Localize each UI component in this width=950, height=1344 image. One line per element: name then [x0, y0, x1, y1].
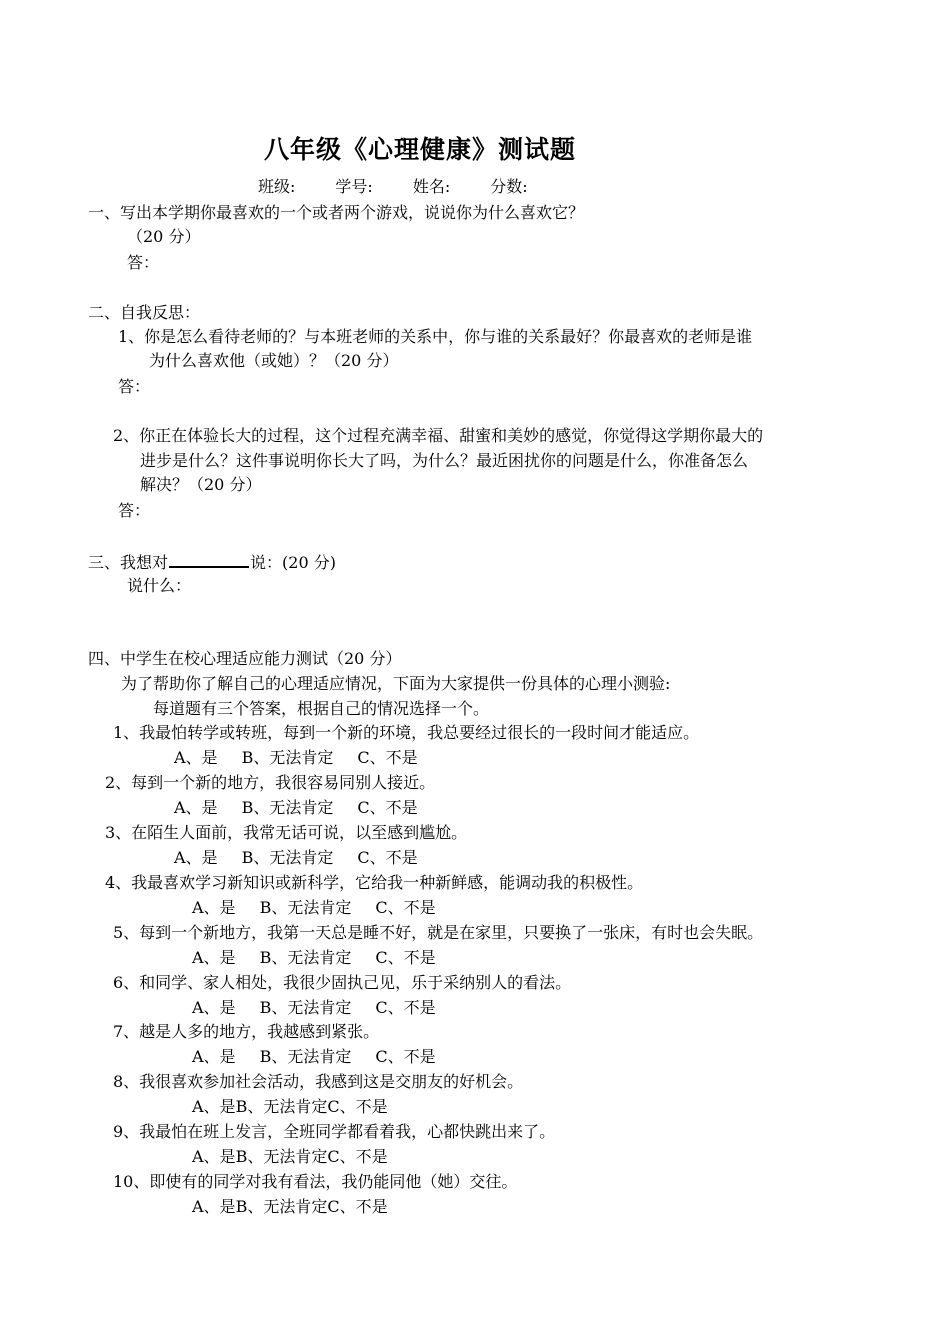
q4-question-3: 3、在陌生人面前，我常无话可说，以至感到尴尬。 [105, 823, 468, 842]
option-b[interactable]: B、无法肯定 [235, 1097, 328, 1116]
q3-answer-label: 说什么： [127, 576, 192, 595]
option-a[interactable]: A、是 [192, 1047, 236, 1066]
q4-options-1 [174, 748, 442, 768]
q4-intro-line1: 为了帮助你了解自己的心理适应情况，下面为大家提供一份具体的心理小测验: [121, 674, 671, 693]
q4-options-6 [192, 998, 460, 1018]
q2-item2-answer-label: 答： [118, 501, 151, 520]
q4-options-8 [192, 1097, 388, 1117]
option-a[interactable]: A、是 [192, 1097, 236, 1116]
q2-heading: 二、自我反思： [88, 303, 201, 322]
q2-item2-line3: 解决？（20 分） [140, 475, 262, 494]
option-a[interactable]: A、是 [192, 998, 236, 1017]
option-a[interactable]: A、是 [192, 1197, 236, 1216]
option-a[interactable]: A、是 [192, 948, 236, 967]
q4-options-4 [192, 898, 460, 918]
q4-heading: 四、中学生在校心理适应能力测试（20 分） [88, 649, 402, 668]
option-c[interactable]: C、不是 [357, 848, 418, 867]
option-b[interactable]: B、无法肯定 [235, 1147, 328, 1166]
option-c[interactable]: C、不是 [357, 798, 418, 817]
option-a[interactable]: A、是 [192, 898, 236, 917]
q3-line [88, 550, 336, 573]
q4-question-4: 4、我最喜欢学习新知识或新科学，它给我一种新鲜感，能调动我的积极性。 [105, 873, 644, 892]
option-b[interactable]: B、无法肯定 [259, 998, 352, 1017]
option-c[interactable]: C、不是 [327, 1097, 388, 1116]
option-a[interactable]: A、是 [174, 848, 218, 867]
option-c[interactable]: C、不是 [375, 1047, 436, 1066]
q4-question-9: 9、我最怕在班上发言，全班同学都看着我，心都快跳出来了。 [113, 1122, 556, 1141]
option-b[interactable]: B、无法肯定 [259, 948, 352, 967]
option-c[interactable]: C、不是 [357, 748, 418, 767]
q4-question-2: 2、每到一个新的地方，我很容易同别人接近。 [105, 773, 436, 792]
option-a[interactable]: A、是 [174, 748, 218, 767]
option-c[interactable]: C、不是 [375, 898, 436, 917]
q3-fill-blank[interactable] [169, 550, 249, 568]
class-label: 班级: [258, 177, 296, 196]
option-c[interactable]: C、不是 [375, 948, 436, 967]
q4-question-8: 8、我很喜欢参加社会活动，我感到这是交朋友的好机会。 [113, 1072, 524, 1091]
q1-text: 一、写出本学期你最喜欢的一个或者两个游戏，说说你为什么喜欢它？ [88, 203, 585, 222]
student-info-row [258, 177, 568, 197]
q4-question-6: 6、和同学、家人相处，我很少固执己见，乐于采纳别人的看法。 [113, 973, 572, 992]
option-c[interactable]: C、不是 [327, 1147, 388, 1166]
option-b[interactable]: B、无法肯定 [259, 898, 352, 917]
q2-item1-line2: 为什么喜欢他（或她）？（20 分） [149, 351, 399, 370]
q2-item1-answer-label: 答： [118, 377, 151, 396]
q4-options-3 [174, 848, 442, 868]
q4-question-10: 10、即使有的同学对我有看法，我仍能同他（她）交往。 [113, 1172, 518, 1191]
q2-item1-line1: 1、你是怎么看待老师的？与本班老师的关系中，你与谁的关系最好？你最喜欢的老师是谁 [118, 327, 753, 346]
q4-options-9 [192, 1147, 388, 1167]
option-b[interactable]: B、无法肯定 [235, 1197, 328, 1216]
option-b[interactable]: B、无法肯定 [241, 748, 334, 767]
q4-options-7 [192, 1047, 460, 1067]
q4-question-1: 1、我最怕转学或转班，每到一个新的环境，我总要经过很长的一段时间才能适应。 [113, 723, 700, 742]
q4-question-7: 7、越是人多的地方，我越感到紧张。 [113, 1022, 380, 1041]
q4-intro-line2: 每道题有三个答案，根据自己的情况选择一个。 [153, 699, 490, 718]
q3-suffix: 说：(20 分) [250, 553, 336, 572]
q2-item2-line2: 进步是什么？这件事说明你长大了吗，为什么？最近困扰你的问题是什么，你准备怎么 [140, 451, 749, 470]
q4-options-10 [192, 1197, 388, 1217]
option-a[interactable]: A、是 [192, 1147, 236, 1166]
q1-points: （20 分） [127, 227, 201, 246]
name-label: 姓名: [412, 177, 451, 196]
q1-answer-label: 答： [127, 253, 160, 272]
option-a[interactable]: A、是 [174, 798, 218, 817]
option-b[interactable]: B、无法肯定 [241, 848, 334, 867]
option-b[interactable]: B、无法肯定 [241, 798, 334, 817]
option-b[interactable]: B、无法肯定 [259, 1047, 352, 1066]
score-label: 分数: [490, 177, 528, 196]
q3-prefix: 三、我想对 [88, 553, 169, 572]
q4-options-5 [192, 948, 460, 968]
q4-options-2 [174, 798, 442, 818]
q2-item2-line1: 2、你正在体验长大的过程，这个过程充满幸福、甜蜜和美妙的感觉，你觉得这学期你最大的 [113, 426, 764, 445]
student-no-label: 学号: [335, 177, 373, 196]
option-c[interactable]: C、不是 [375, 998, 436, 1017]
q4-question-5: 5、每到一个新地方，我第一天总是睡不好，就是在家里，只要换了一张床，有时也会失眠。 [113, 923, 764, 942]
option-c[interactable]: C、不是 [327, 1197, 388, 1216]
document-title: 八年级《心理健康》测试题 [263, 135, 576, 164]
